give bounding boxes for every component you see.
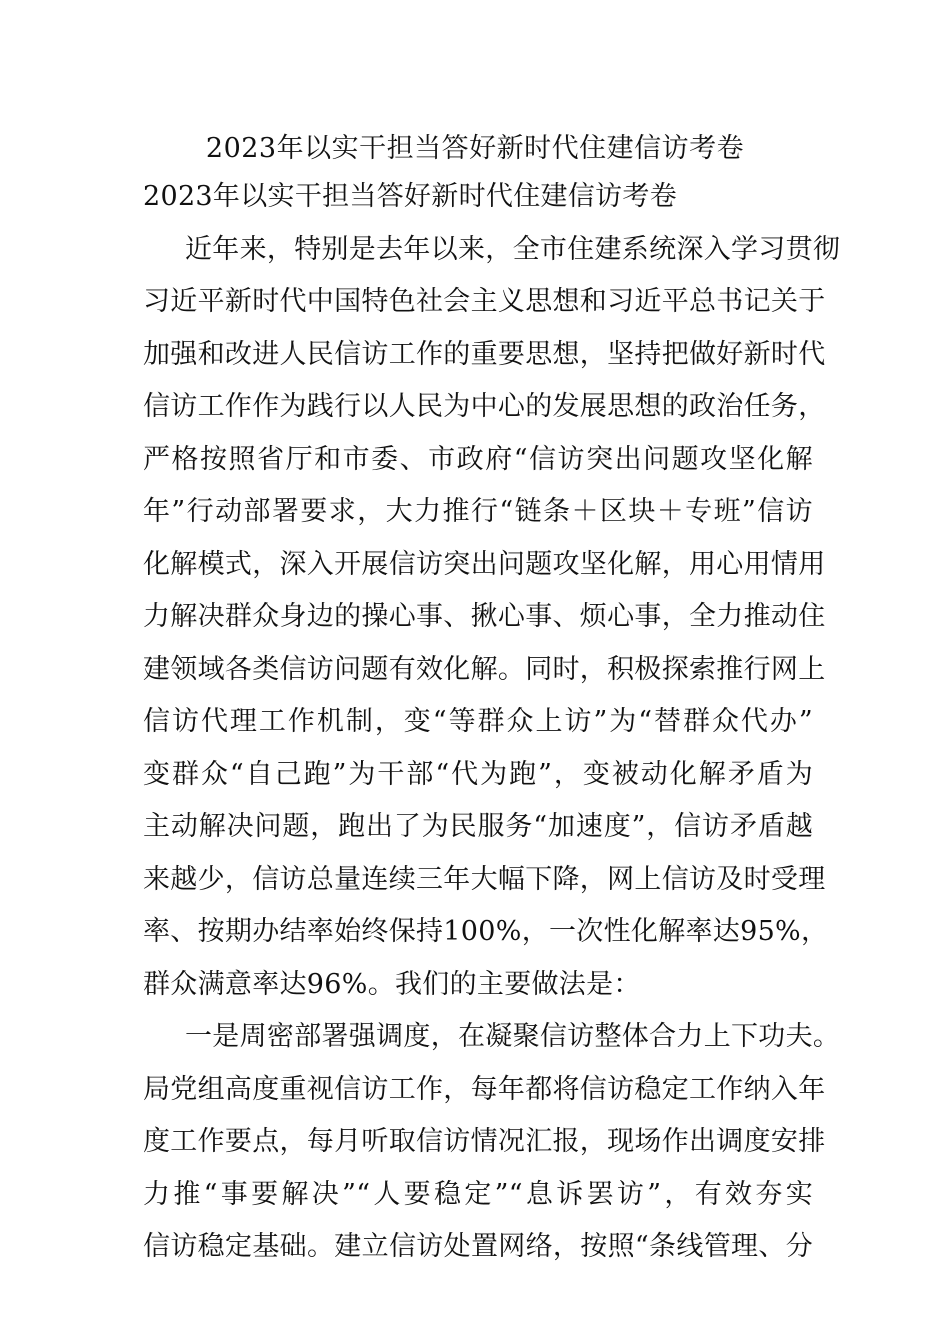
paragraph-line: 化解模式，深入开展信访突出问题攻坚化解，用心用情用 <box>143 548 826 580</box>
paragraph-line: 变群众“自己跑”为干部“代为跑”，变被动化解矛盾为 <box>143 758 813 790</box>
paragraph-line: 率、按期办结率始终保持100%，一次性化解率达95%， <box>143 916 829 947</box>
document-title: 2023年以实干担当答好新时代住建信访考卷 <box>205 133 745 164</box>
paragraph-line: 局党组高度重视信访工作，每年都将信访稳定工作纳入年 <box>143 1073 826 1105</box>
paragraph-line: 群众满意率达96%。我们的主要做法是： <box>143 968 641 1000</box>
document-body <box>143 171 841 1274</box>
paragraph-line: 年”行动部署要求，大力推行“链条＋区块＋专班”信访 <box>143 496 813 527</box>
paragraph-line: 力推“事要解决”“人要稳定”“息诉罢访”，有效夯实 <box>143 1178 813 1210</box>
paragraph-line: 一是周密部署强调度，在凝聚信访整体合力上下功夫。 <box>185 1021 841 1052</box>
paragraph-line: 近年来，特别是去年以来，全市住建系统深入学习贯彻 <box>185 233 841 265</box>
paragraph-line: 加强和改进人民信访工作的重要思想，坚持把做好新时代 <box>143 338 826 370</box>
paragraph-line: 主动解决问题，跑出了为民服务“加速度”，信访矛盾越 <box>143 811 813 842</box>
paragraph-line: 信访代理工作机制，变“等群众上访”为“替群众代办” <box>143 706 813 737</box>
paragraph-line: 信访工作作为践行以人民为中心的发展思想的政治任务， <box>143 391 826 422</box>
paragraph-line: 度工作要点，每月听取信访情况汇报，现场作出调度安排 <box>143 1126 826 1157</box>
paragraph-line: 信访稳定基础。建立信访处置网络，按照“条线管理、分 <box>143 1231 813 1262</box>
paragraph-line: 来越少，信访总量连续三年大幅下降，网上信访及时受理 <box>143 863 826 895</box>
paragraph-line: 力解决群众身边的操心事、揪心事、烦心事，全力推动住 <box>143 601 826 632</box>
subtitle-line: 2023年以实干担当答好新时代住建信访考卷 <box>143 181 678 212</box>
paragraph-line: 建领域各类信访问题有效化解。同时，积极探索推行网上 <box>143 653 826 685</box>
paragraph-line: 严格按照省厅和市委、市政府“信访突出问题攻坚化解 <box>143 443 813 475</box>
paragraph-line: 习近平新时代中国特色社会主义思想和习近平总书记关于 <box>143 286 826 317</box>
